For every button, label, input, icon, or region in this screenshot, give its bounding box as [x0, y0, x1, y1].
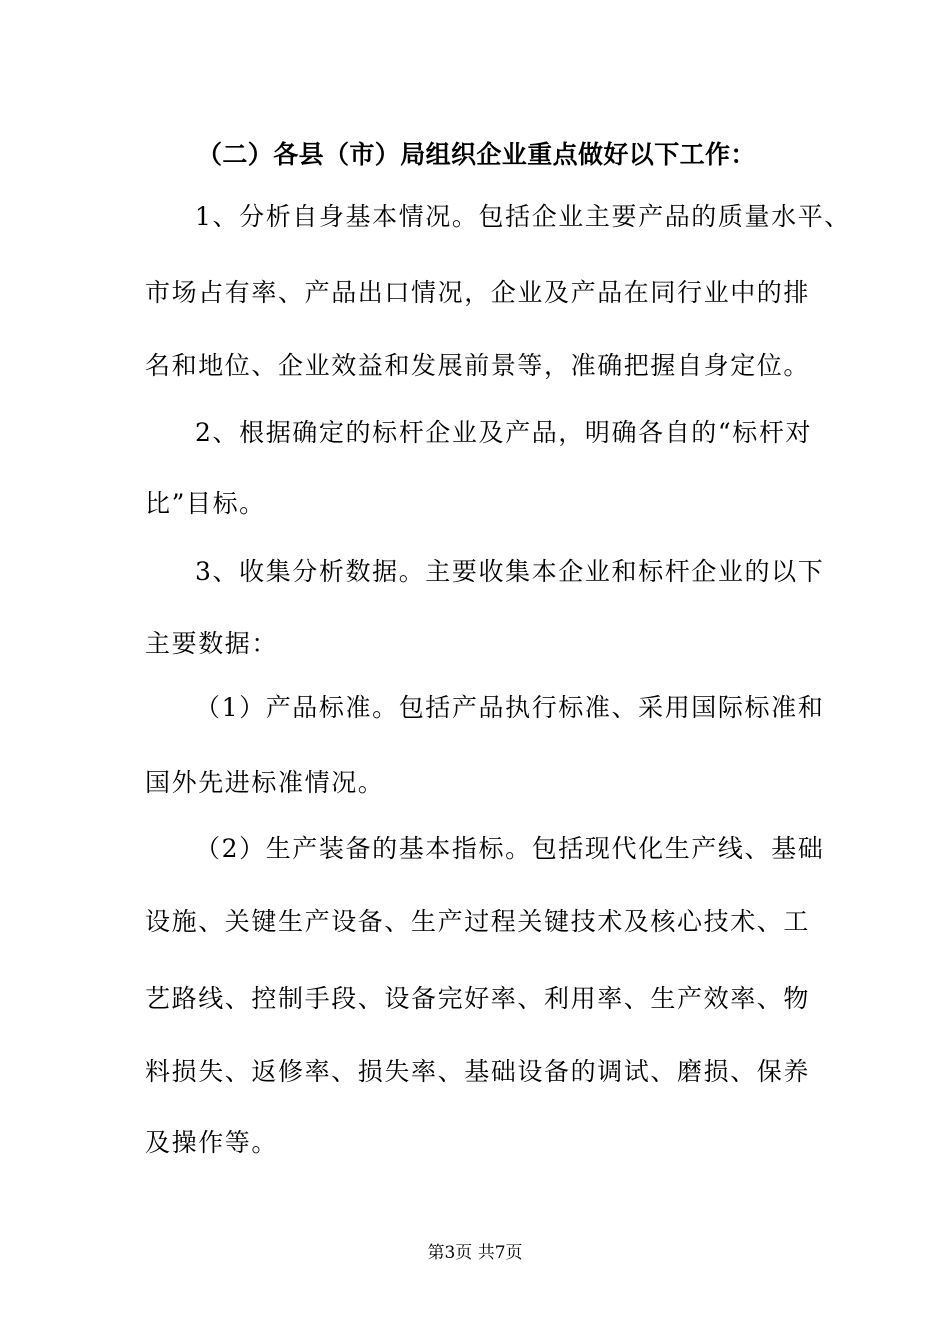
paragraph-4-line-2: 国外先进标准情况。	[145, 768, 385, 797]
section-heading: （二）各县（市）局组织企业重点做好以下工作：	[197, 140, 756, 169]
paragraph-1-line-3: 名和地位、企业效益和发展前景等，准确把握自身定位。	[145, 351, 811, 380]
paragraph-3-line-2: 主要数据：	[145, 629, 279, 658]
paragraph-4-line-1: （1）产品标准。包括产品执行标准、采用国际标准和	[195, 693, 825, 722]
paragraph-2-line-2: 比”目标。	[145, 489, 266, 518]
paragraph-5-line-5: 及操作等。	[145, 1128, 279, 1157]
paragraph-5-line-3: 艺路线、控制手段、设备完好率、利用率、生产效率、物	[145, 984, 811, 1013]
paragraph-1-line-1: 1、分析自身基本情况。包括企业主要产品的质量水平、	[195, 202, 851, 231]
paragraph-5-line-1: （2）生产装备的基本指标。包括现代化生产线、基础	[195, 834, 825, 863]
paragraph-5-line-4: 料损失、返修率、损失率、基础设备的调试、磨损、保养	[145, 1057, 811, 1086]
paragraph-1-line-2: 市场占有率、产品出口情况，企业及产品在同行业中的排	[145, 278, 811, 307]
paragraph-3-line-1: 3、收集分析数据。主要收集本企业和标杆企业的以下	[195, 557, 825, 586]
paragraph-5-line-2: 设施、关键生产设备、生产过程关键技术及核心技术、工	[145, 907, 811, 936]
page-number-footer: 第3页 共7页	[427, 1243, 523, 1263]
paragraph-2-line-1: 2、根据确定的标杆企业及产品，明确各自的“标杆对	[195, 418, 813, 447]
